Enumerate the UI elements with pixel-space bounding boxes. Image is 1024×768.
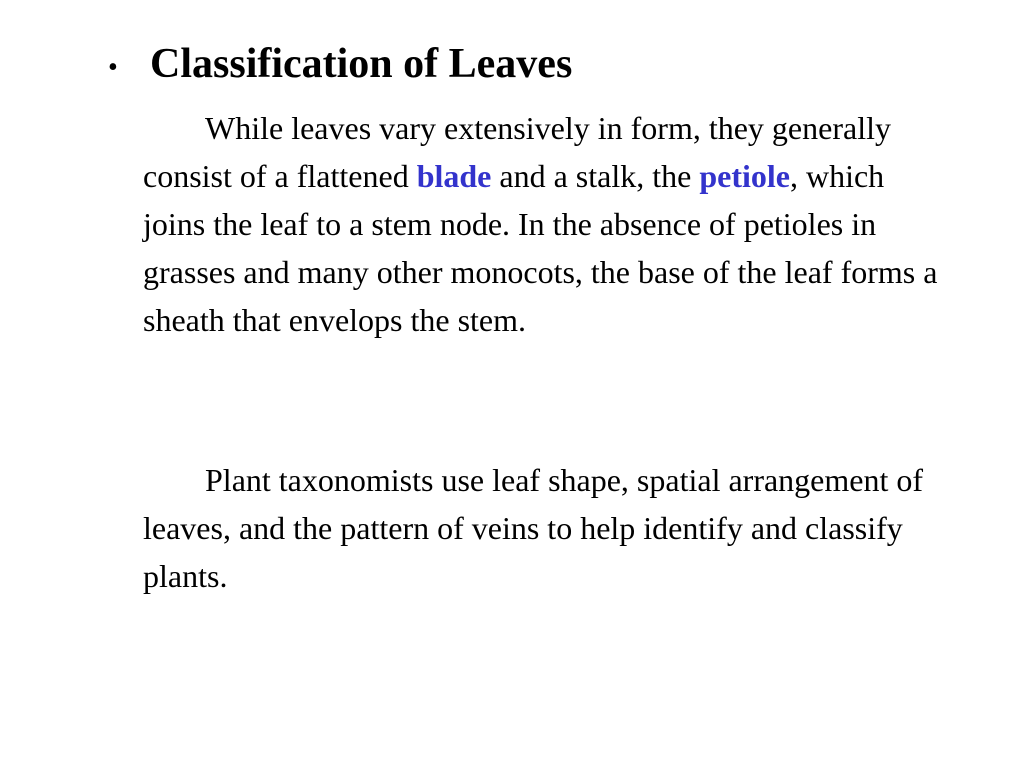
term-blade: blade <box>416 158 492 194</box>
paragraph-text: , which joins the leaf to a stem node. In the absence of petioles in grasses and many other monocots, the base of the leaf forms a sheath that envelops the stem. <box>143 158 938 338</box>
slide-title: Classification of Leaves <box>150 41 573 87</box>
paragraph-text: While leaves vary extensively in form, they generally consist of a flattened <box>143 110 891 194</box>
paragraph-text: and a stalk, the <box>491 158 700 194</box>
paragraph-taxonomy: Plant taxonomists use leaf shape, spatial arrangement of leaves, and the pattern of veins to help identify and classify plants. <box>143 462 924 594</box>
paragraph-leaf-structure <box>143 104 943 344</box>
bullet-icon: • <box>108 52 118 83</box>
term-petiole: petiole <box>699 158 790 194</box>
